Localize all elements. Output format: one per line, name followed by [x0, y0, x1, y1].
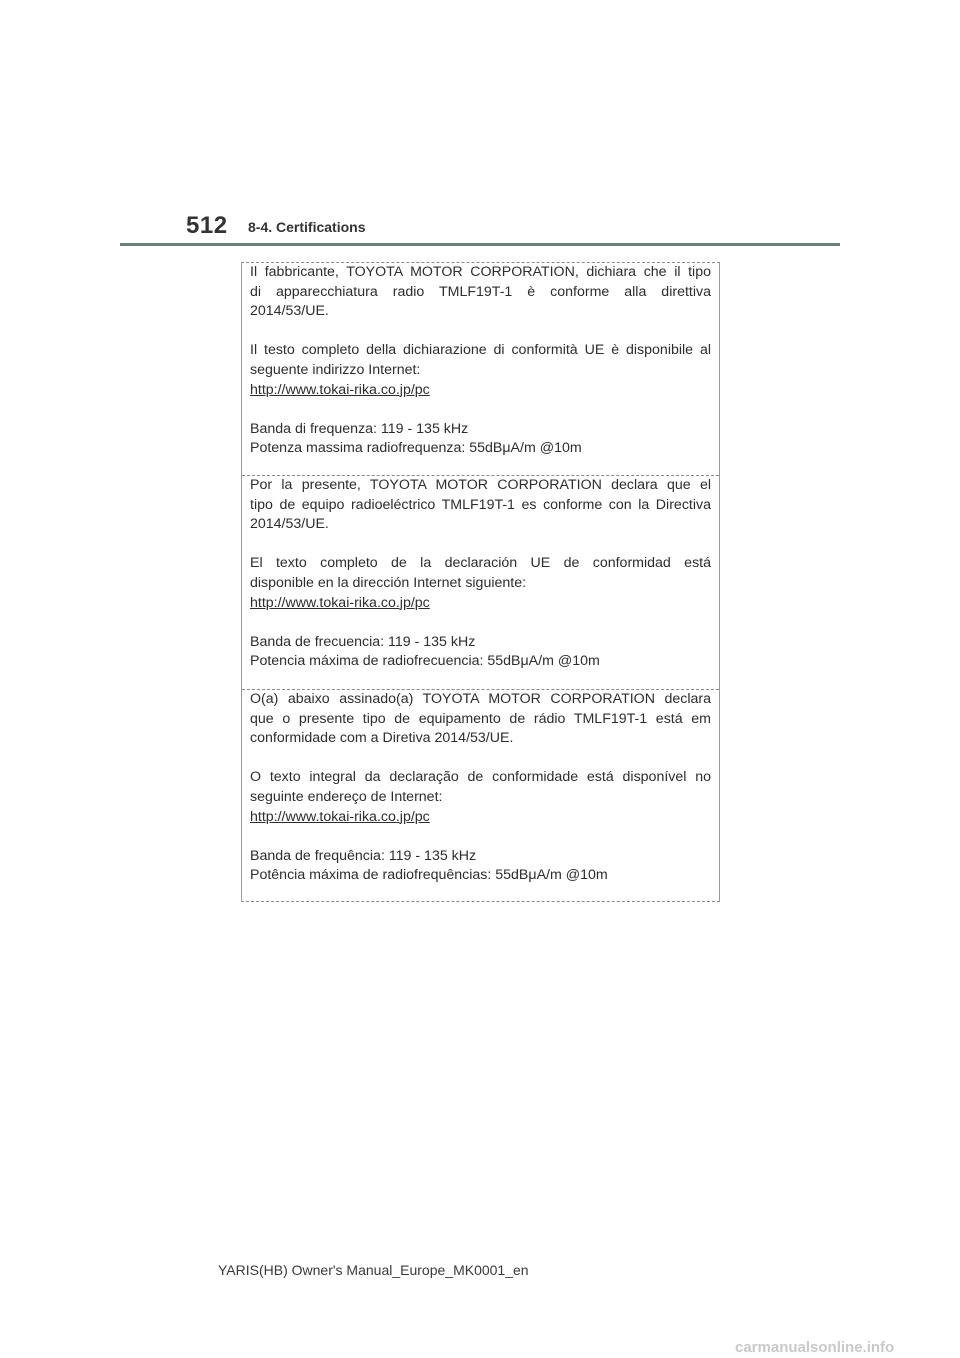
- availability-line: seguinte endereço de Internet:: [250, 788, 443, 805]
- header-rule: [120, 243, 840, 246]
- declaration-link[interactable]: http://www.tokai-rika.co.jp/pc: [250, 381, 430, 398]
- certification-box: [241, 262, 720, 902]
- declaration-line: que o presente tipo de equipamento de rádio TMLF19T-1 está em: [250, 710, 711, 727]
- certification-spanish: [242, 475, 719, 689]
- certification-portuguese: [242, 689, 719, 901]
- declaration-line: 2014/53/UE.: [250, 516, 329, 533]
- availability-paragraph: [250, 341, 711, 380]
- declaration-paragraph: [250, 690, 711, 749]
- declaration-line: tipo de equipo radioeléctrico TMLF19T-1 es conforme con la Directiva: [250, 496, 711, 513]
- declaration-link[interactable]: http://www.tokai-rika.co.jp/pc: [250, 594, 430, 611]
- frequency-band: Banda di frequenza: 119 - 135 kHz: [250, 420, 469, 437]
- manual-footer: YARIS(HB) Owner's Manual_Europe_MK0001_en: [218, 1262, 529, 1278]
- declaration-line: Por la presente, TOYOTA MOTOR CORPORATION declara que el: [250, 477, 711, 493]
- page-number: 512: [186, 212, 228, 239]
- availability-line: Il testo completo della dichiarazione di conformità UE è disponibile al: [250, 342, 711, 359]
- declaration-paragraph: [250, 476, 711, 535]
- availability-line: seguente indirizzo Internet:: [250, 361, 421, 378]
- availability-paragraph: [250, 768, 711, 807]
- declaration-line: Il fabbricante, TOYOTA MOTOR CORPORATION, dichiara che il tipo: [250, 264, 711, 280]
- declaration-paragraph: [250, 263, 711, 322]
- declaration-line: 2014/53/UE.: [250, 303, 329, 320]
- availability-line: disponible en la dirección Internet siguiente:: [250, 574, 527, 591]
- section-title: 8-4. Certifications: [248, 219, 366, 235]
- declaration-line: conformidade com a Diretiva 2014/53/UE.: [250, 730, 514, 747]
- max-power: Potenza massima radiofrequenza: 55dBμA/m @10m: [250, 440, 582, 457]
- declaration-line: di apparecchiatura radio TMLF19T-1 è conforme alla direttiva: [250, 283, 711, 300]
- availability-paragraph: [250, 554, 711, 593]
- max-power: Potência máxima de radiofrequências: 55dBμA/m @10m: [250, 867, 608, 884]
- frequency-band: Banda de frecuencia: 119 - 135 kHz: [250, 633, 476, 650]
- declaration-line: O(a) abaixo assinado(a) TOYOTA MOTOR CORPORATION declara: [250, 691, 711, 707]
- max-power: Potencia máxima de radiofrecuencia: 55dBμA/m @10m: [250, 653, 600, 670]
- frequency-band: Banda de frequência: 119 - 135 kHz: [250, 847, 477, 864]
- certification-italian: [242, 263, 719, 475]
- declaration-link[interactable]: http://www.tokai-rika.co.jp/pc: [250, 808, 430, 825]
- availability-line: El texto completo de la declaración UE de conformidad está: [250, 555, 711, 572]
- availability-line: O texto integral da declaração de conformidade está disponível no: [250, 769, 711, 786]
- watermark: carmanualsonline.info: [735, 1339, 895, 1356]
